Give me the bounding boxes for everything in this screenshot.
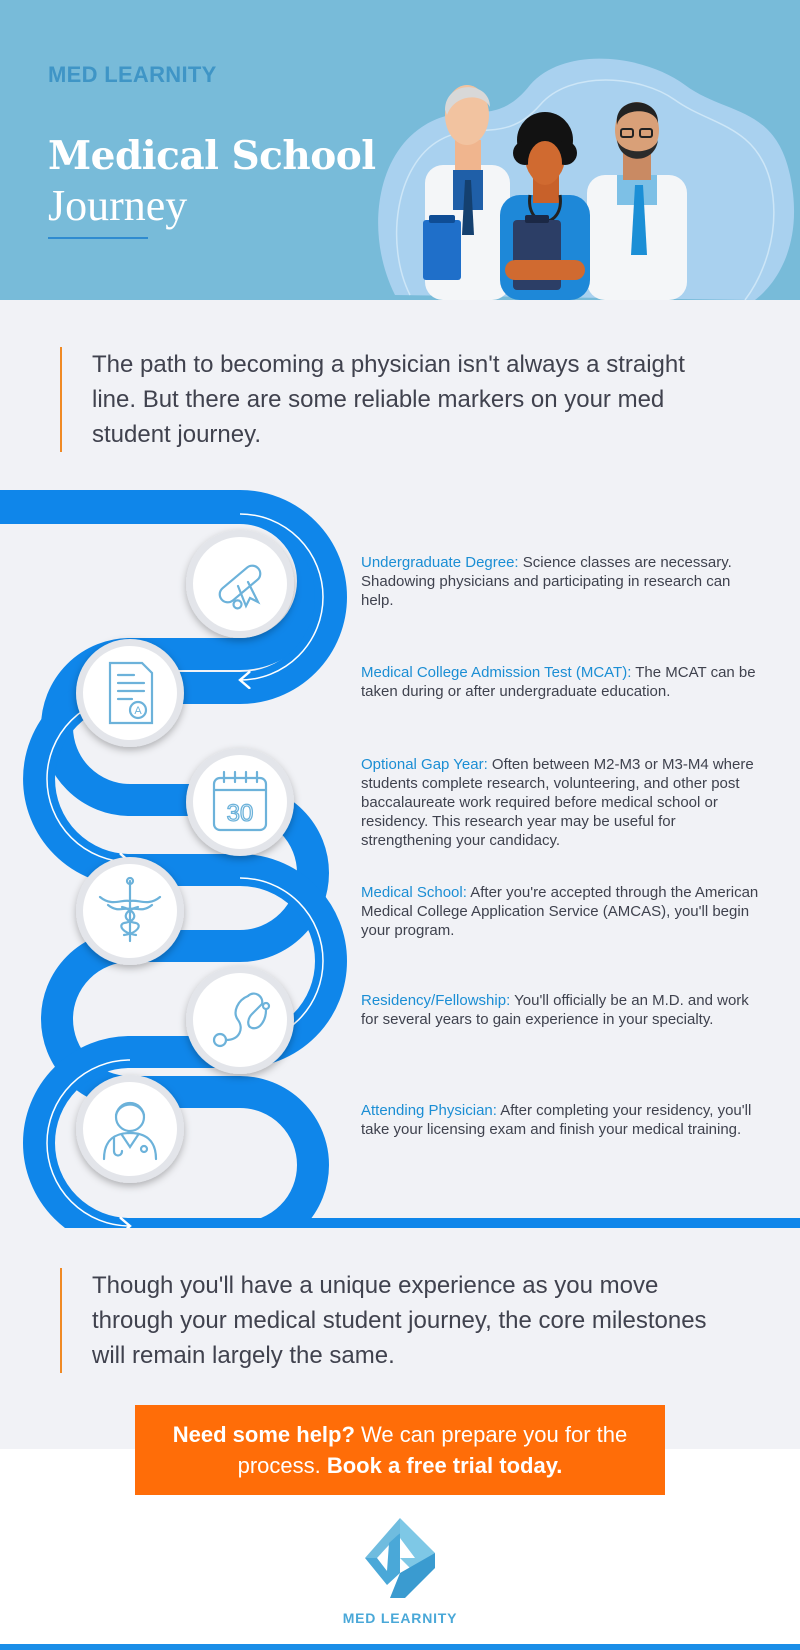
step-title: Medical College Admission Test (MCAT):: [361, 664, 632, 681]
step-gap-year: [361, 755, 761, 850]
step-body: Science classes are necessary. Shadowing physicians and participating in research can help.: [361, 554, 732, 609]
med-learnity-logo-icon: [355, 1513, 445, 1603]
step-body: Often between M2-M3 or M3-M4 where students complete research, volunteering, and other post baccalaureate work required before medical school or residency. This research year may be useful for strengthening your candidacy.: [361, 756, 754, 849]
header-banner: [0, 0, 800, 300]
stethoscope-icon: [186, 966, 294, 1074]
doctor-icon: [76, 1075, 184, 1183]
step-title: Optional Gap Year:: [361, 756, 488, 773]
intro-quote: The path to becoming a physician isn't always a straight line. But there are some reliable markers on your med student journey.: [60, 347, 700, 452]
page-title-line1: Medical School: [48, 133, 376, 179]
calendar-day-label: 30: [226, 800, 254, 827]
step-body: The MCAT can be taken during or after undergraduate education.: [361, 664, 756, 700]
brand-name: MED LEARNITY: [48, 62, 217, 87]
title-underline: [48, 237, 148, 239]
cta-bold-question: Need some help?: [172, 1422, 355, 1447]
step-body: You'll officially be an M.D. and work for several years to gain experience in your specialty.: [361, 992, 749, 1028]
free-trial-cta-button[interactable]: [135, 1405, 665, 1495]
step-undergraduate: [361, 553, 761, 610]
svg-text:A: A: [134, 705, 142, 717]
calendar-icon: [186, 748, 294, 856]
step-title: Undergraduate Degree:: [361, 554, 519, 571]
outro-quote: Though you'll have a unique experience as you move through your medical student journey, the core milestones will remain largely the same.: [60, 1268, 740, 1373]
step-attending: [361, 1101, 761, 1139]
cta-bold-action: Book a free trial today.: [326, 1453, 563, 1478]
test-document-icon: [76, 639, 184, 747]
cta-text: We can prepare you for the process.: [237, 1422, 628, 1478]
step-medical-school: [361, 883, 761, 940]
step-mcat: [361, 663, 761, 701]
bottom-accent-bar: [0, 1644, 800, 1650]
diploma-icon: [186, 530, 294, 638]
step-body: After completing your residency, you'll take your licensing exam and finish your medical training.: [361, 1102, 752, 1138]
page-title-line2: Journey: [48, 181, 188, 230]
doctors-illustration: [355, 45, 800, 300]
step-residency: [361, 991, 761, 1029]
step-title: Medical School:: [361, 884, 467, 901]
step-body: After you're accepted through the American Medical College Application Service (AMCAS), you'll begin your program.: [361, 884, 759, 939]
step-title: Attending Physician:: [361, 1102, 497, 1119]
caduceus-icon: [76, 857, 184, 965]
step-title: Residency/Fellowship:: [361, 992, 511, 1009]
footer-brand-name: MED LEARNITY: [342, 1610, 458, 1626]
